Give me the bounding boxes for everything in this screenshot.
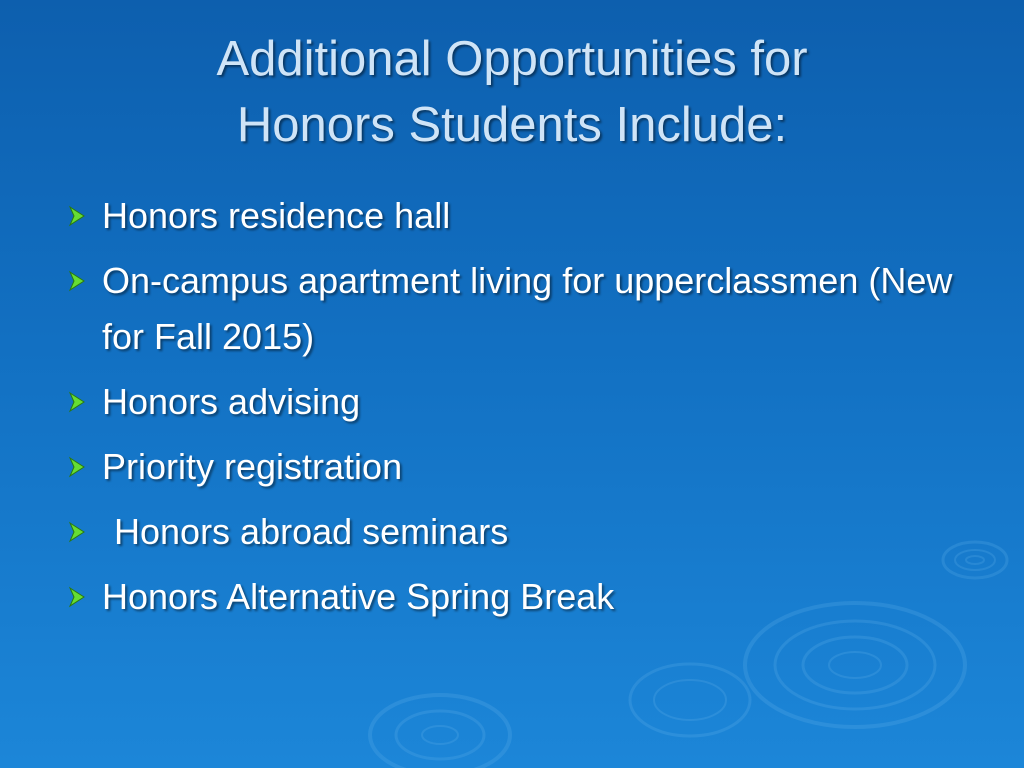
bullet-item — [66, 374, 966, 430]
bullet-text: Honors residence hall — [102, 195, 451, 236]
bullet-text: On-campus apartment living for upperclassmen (New for Fall 2015) — [102, 260, 953, 357]
arrow-bullet-icon — [66, 439, 94, 495]
bullet-text: Honors advising — [102, 381, 361, 422]
bullet-item — [66, 569, 966, 625]
bullet-item — [66, 188, 966, 244]
bullet-text: Honors Alternative Spring Break — [102, 576, 615, 617]
bullet-item — [66, 253, 966, 365]
bullet-list — [66, 188, 966, 634]
slide-title-line-2: Honors Students Include: — [236, 98, 788, 152]
bullet-text: Honors abroad seminars — [114, 511, 509, 552]
arrow-bullet-icon — [66, 188, 94, 244]
arrow-bullet-icon — [66, 253, 94, 309]
bullet-item — [66, 504, 966, 560]
bullet-text: Priority registration — [102, 446, 403, 487]
bullet-item — [66, 439, 966, 495]
slide-title — [60, 26, 964, 158]
arrow-bullet-icon — [66, 374, 94, 430]
slide-title-line-1: Additional Opportunities for — [216, 32, 808, 86]
arrow-bullet-icon — [66, 504, 94, 560]
arrow-bullet-icon — [66, 569, 94, 625]
